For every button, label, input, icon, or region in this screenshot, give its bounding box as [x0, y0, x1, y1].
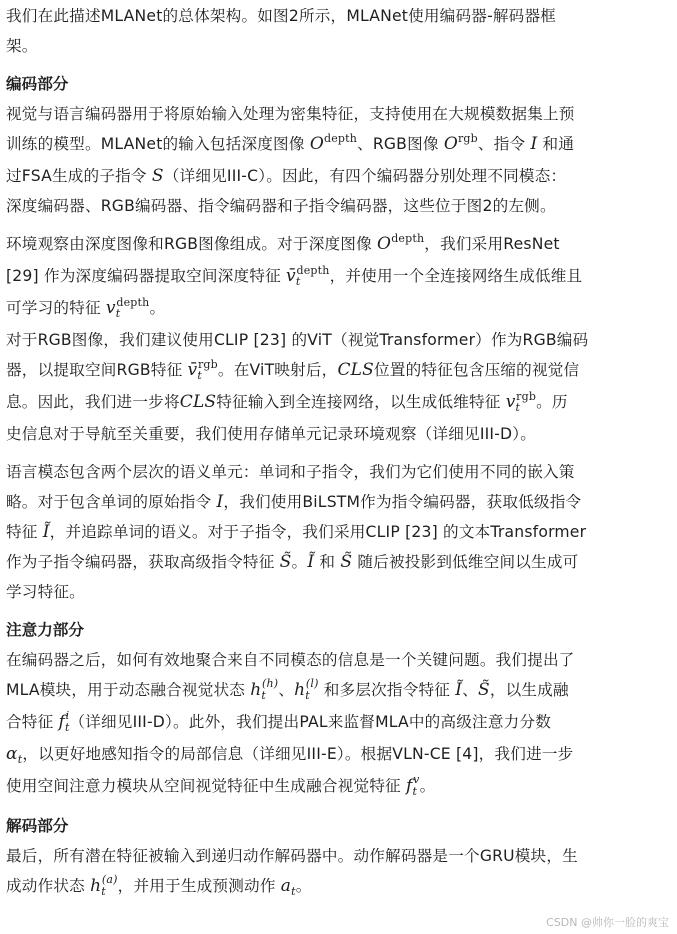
math-CLS: CLS [337, 360, 375, 380]
text-line: $\alpha_t$，以更好地感知指令的局部信息（详细见III-E）。根据VLN-CE [4]，我们进一步 [6, 744, 574, 766]
text-line: 学习特征。 [6, 583, 85, 601]
text-line: 略。对于包含单词的原始指令 I，我们使用BiLSTM作为指令编码器，获取低级指令 [6, 492, 582, 512]
text-line: 作为子指令编码器，获取高级指令特征 S̃。Ĩ 和 S̃ 随后被投影到低维空间以生成可 [6, 552, 579, 572]
text-line: 在编码器之后，如何有效地聚合来自不同模态的信息是一个关键问题。我们提出了 [6, 651, 575, 669]
text-line: 特征 Ĩ，并追踪单词的语义。对于子指令，我们采用CLIP [23] 的文本Transformer [6, 522, 587, 542]
decoder-paragraph [6, 841, 670, 903]
decoder-heading: 解码部分 [6, 817, 69, 835]
attention-heading: 注意力部分 [6, 621, 84, 639]
text-line: 可学习的特征 $v_t^{depth}$。 [6, 296, 166, 320]
text-line: 最后，所有潜在特征被输入到递归动作解码器中。动作解码器是一个GRU模块，生 [6, 847, 578, 865]
intro-line-1: 我们在此描述MLANet的总体架构。如图2所示，MLANet使用编码器-解码器框 [6, 7, 557, 25]
math-O: O [309, 134, 324, 154]
text-line: 合特征 $f_t^i$（详细见III-D）。此外，我们提出PAL来监督MLA中的高级注意力分数 [6, 709, 551, 734]
encoder-paragraph-3 [6, 457, 670, 607]
text-line: 成动作状态 $h_t^{(a)}$，并用于生成预测动作 $a_t$。 [6, 873, 312, 898]
text-line: 使用空间注意力模块从空间视觉特征中生成融合视觉特征 $f_t^v$。 [6, 773, 436, 798]
text-line: 过FSA生成的子指令 S（详细见III-C）。因此，有四个编码器分别处理不同模态： [6, 166, 567, 186]
text-line: 对于RGB图像，我们建议使用CLIP [23] 的ViT（视觉Transformer）作为RGB编码 [6, 331, 589, 349]
attention-paragraph [6, 645, 670, 803]
encoder-heading: 编码部分 [6, 75, 69, 93]
text-line: 深度编码器、RGB编码器、指令编码器和子指令编码器，这些位于图2的左侧。 [6, 197, 556, 215]
document-body [6, 0, 670, 903]
text-line: 息。因此，我们进一步将CLS特征输入到全连接网络，以生成低维特征 $v_t^{rgb}$。历 [6, 390, 568, 414]
csdn-watermark: CSDN @帅你一脸的爽宝 [546, 916, 669, 929]
intro-paragraph [6, 0, 670, 61]
text-line: 器，以提取空间RGB特征 $v̄_t^{rgb}$。在ViT映射后，CLS位置的特征包含压缩的视觉信 [6, 358, 580, 382]
math-I: I [530, 134, 538, 154]
text-line: 环境观察由深度图像和RGB图像组成。对于深度图像 $O^{depth}$，我们采用ResNet [6, 232, 560, 254]
text-line: MLA模块，用于动态融合视觉状态 $h_t^{(h)}$、$h_t^{(l)}$ 和多层次指令特征 Ĩ、S̃，以生成融 [6, 677, 569, 702]
encoder-paragraph-2 [6, 229, 670, 449]
text-line: 史信息对于导航至关重要，我们使用存储单元记录环境观察（详细见III-D）。 [6, 425, 537, 443]
intro-line-2: 架。 [6, 37, 38, 55]
text-line: 视觉与语言编码器用于将原始输入处理为密集特征，支持使用在大规模数据集上预 [6, 105, 575, 123]
text-line: 语言模态包含两个层次的语义单元：单词和子指令，我们为它们使用不同的嵌入策 [6, 463, 575, 481]
text-line: 训练的模型。MLANet的输入包括深度图像 $O^{depth}$、RGB图像 $O^{rgb}$、指令 I 和通 [6, 132, 575, 154]
text-line: [29] 作为深度编码器提取空间深度特征 $v̄_t^{depth}$，并使用一个全连接网络生成低维且 [6, 264, 583, 288]
encoder-paragraph-1 [6, 99, 670, 221]
math-S: S [151, 166, 164, 186]
